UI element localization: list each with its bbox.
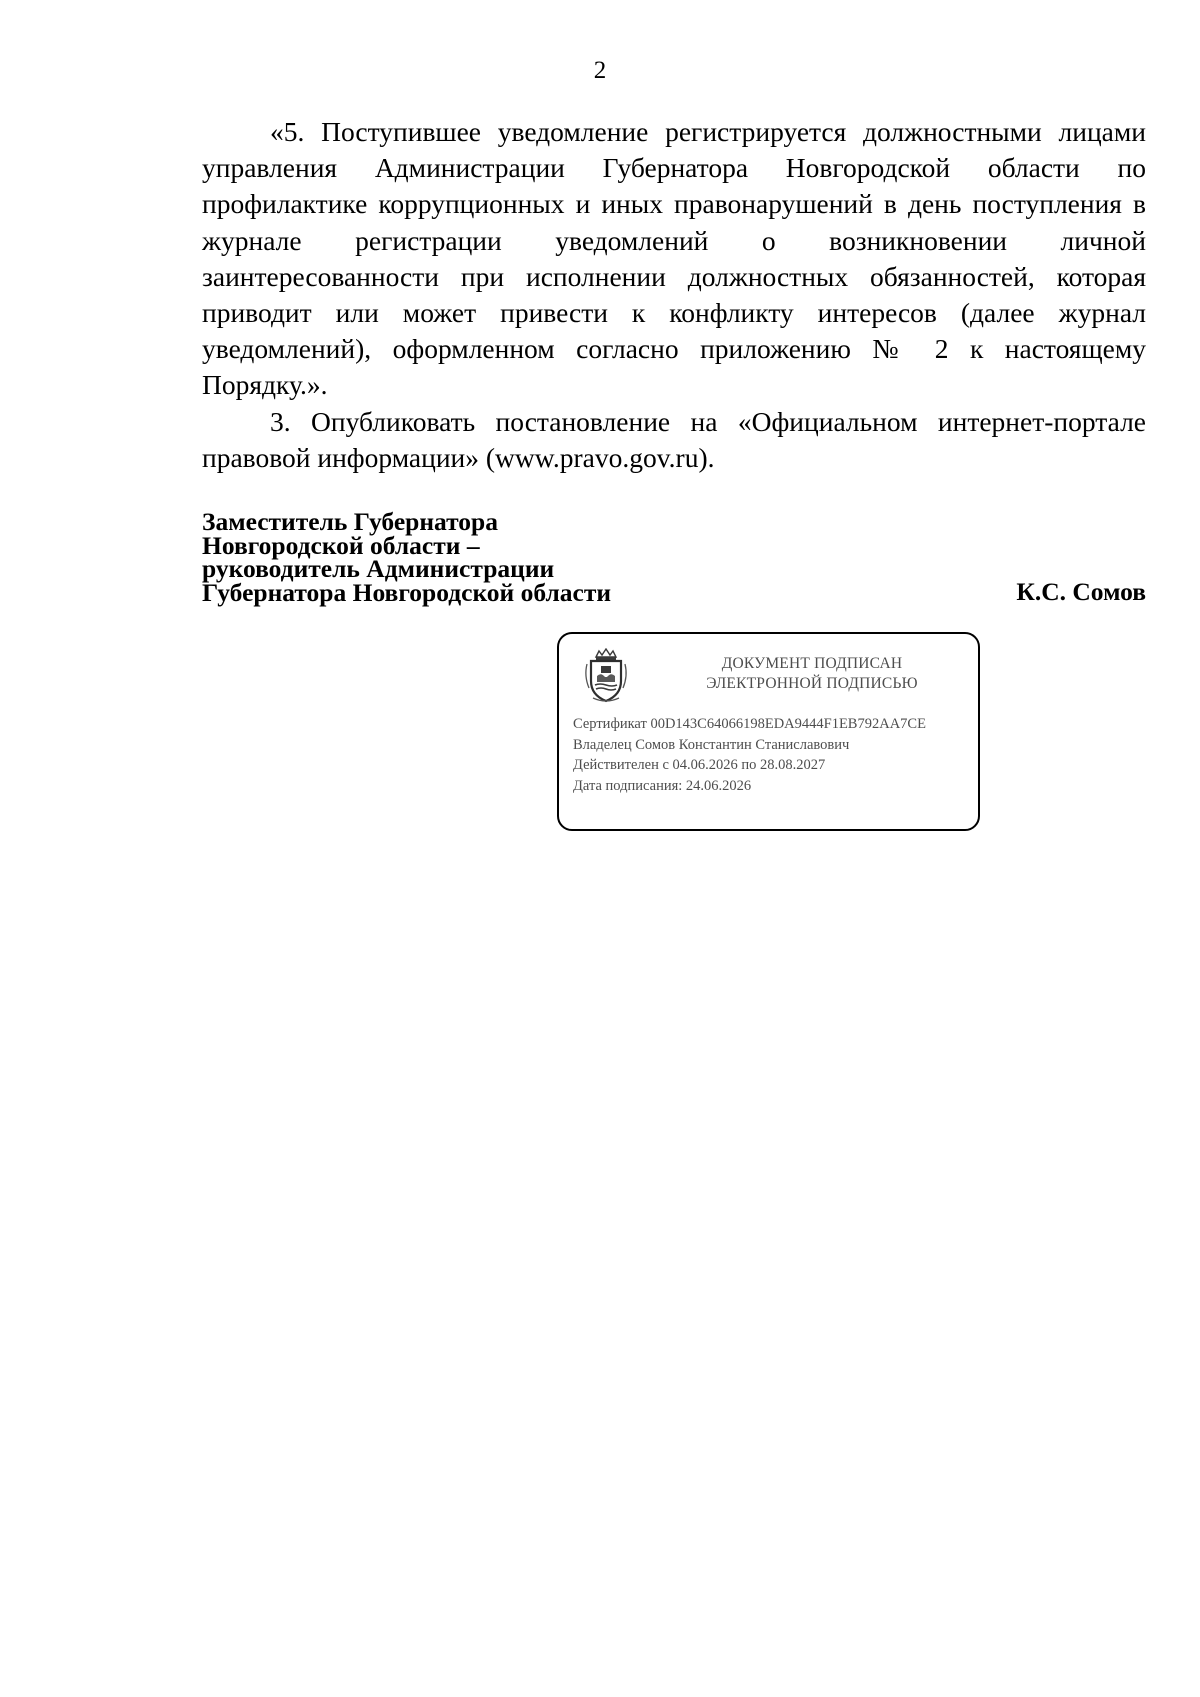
paragraph-item-5: «5. Поступившее уведомление регистрируется должностными лицами управления Администрации Губернатора Новгородской области по профилактике коррупционных и иных правонарушений в день поступления в журнале регистрации уведомлений о возникновении личной заинтересованности при исполнении должностных обязанностей, которая приводит или может привести к конфликту интересов (далее журнал уведомлений), оформленном согласно приложению № 2 к настоящему Порядку.». — [202, 116, 1146, 401]
stamp-title — [649, 654, 975, 694]
signer-position-line: Новгородской области – — [202, 530, 480, 560]
signer-position-line: руководитель Администрации — [202, 554, 555, 583]
signer-position-line: Губернатора Новгородской области — [202, 577, 612, 607]
coat-of-arms-icon — [583, 648, 629, 704]
document-body — [202, 114, 1146, 476]
signing-date: Дата подписания: 24.06.2026 — [573, 777, 752, 794]
certificate-number: Сертификат 00D143C64066198EDA9444F1EB792AA7CE — [573, 716, 926, 732]
stamp-details — [573, 714, 977, 796]
certificate-validity: Действителен с 04.06.2026 по 28.08.2027 — [573, 757, 826, 773]
signature-block — [202, 507, 1146, 607]
stamp-title-line: ДОКУМЕНТ ПОДПИСАН — [721, 655, 903, 672]
electronic-signature-stamp — [557, 632, 980, 831]
paragraph-item-3: 3. Опубликовать постановление на «Официальном интернет-портале правовой информации» (www.pravo.gov.ru). — [202, 405, 1146, 473]
page-number: 2 — [593, 57, 607, 84]
signer-name: К.С. Сомов — [1016, 577, 1146, 606]
stamp-title-line: ЭЛЕКТРОННОЙ ПОДПИСЬЮ — [706, 675, 918, 692]
signer-position-line: Заместитель Губернатора — [202, 507, 498, 536]
certificate-owner: Владелец Сомов Константин Станиславович — [573, 736, 850, 753]
